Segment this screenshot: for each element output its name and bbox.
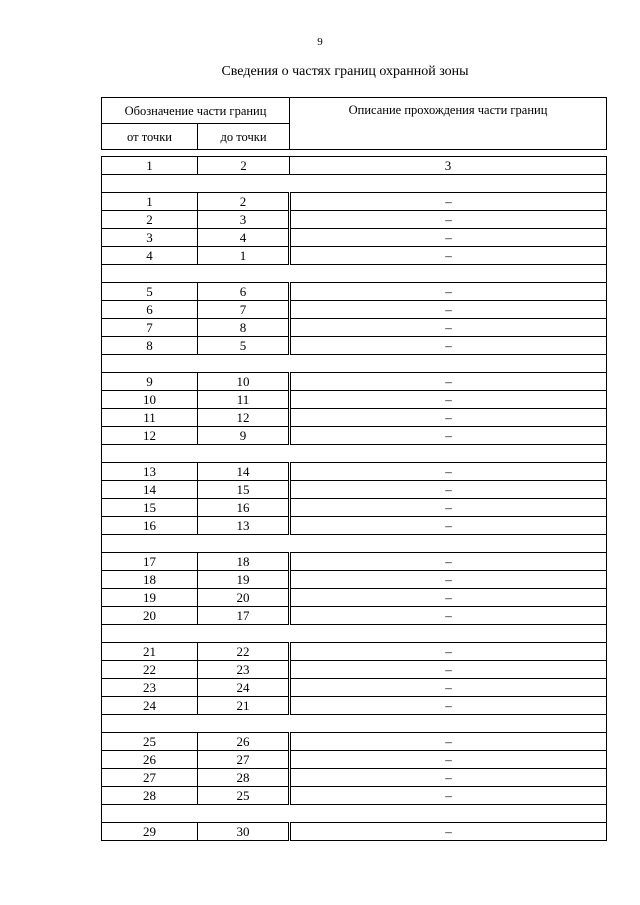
from-point-cell: 3 [102, 229, 198, 247]
column-numbers-row [102, 157, 607, 175]
boundary-table [101, 97, 607, 841]
from-point-cell: 8 [102, 337, 198, 355]
table-row [102, 337, 607, 355]
to-point-cell: 27 [198, 751, 290, 769]
from-point-cell: 1 [102, 193, 198, 211]
group-separator-row [102, 535, 607, 553]
to-point-cell: 5 [198, 337, 290, 355]
header-row-1 [102, 98, 607, 124]
description-cell: – [290, 391, 607, 409]
column-number-cell: 2 [198, 157, 290, 175]
description-cell: – [290, 571, 607, 589]
table-row [102, 571, 607, 589]
description-cell: – [290, 193, 607, 211]
header-to-point: до точки [198, 124, 290, 150]
group-separator-cell [102, 715, 607, 733]
table-row [102, 229, 607, 247]
to-point-cell: 12 [198, 409, 290, 427]
from-point-cell: 21 [102, 643, 198, 661]
table-row [102, 733, 607, 751]
description-cell: – [290, 247, 607, 265]
to-point-cell: 13 [198, 517, 290, 535]
group-separator-cell [102, 445, 607, 463]
from-point-cell: 12 [102, 427, 198, 445]
to-point-cell: 14 [198, 463, 290, 481]
table-row [102, 553, 607, 571]
group-separator-row [102, 175, 607, 193]
table-row [102, 409, 607, 427]
to-point-cell: 22 [198, 643, 290, 661]
to-point-cell: 28 [198, 769, 290, 787]
to-point-cell: 19 [198, 571, 290, 589]
group-separator-cell [102, 355, 607, 373]
table-row [102, 301, 607, 319]
to-point-cell: 21 [198, 697, 290, 715]
table-row [102, 463, 607, 481]
from-point-cell: 15 [102, 499, 198, 517]
table-row [102, 373, 607, 391]
from-point-cell: 9 [102, 373, 198, 391]
to-point-cell: 7 [198, 301, 290, 319]
group-separator-cell [102, 175, 607, 193]
to-point-cell: 23 [198, 661, 290, 679]
header-designation: Обозначение части границ [102, 98, 290, 124]
description-cell: – [290, 409, 607, 427]
group-separator-row [102, 355, 607, 373]
from-point-cell: 11 [102, 409, 198, 427]
description-cell: – [290, 553, 607, 571]
to-point-cell: 10 [198, 373, 290, 391]
description-cell: – [290, 337, 607, 355]
description-cell: – [290, 211, 607, 229]
to-point-cell: 24 [198, 679, 290, 697]
description-cell: – [290, 697, 607, 715]
table-row [102, 661, 607, 679]
from-point-cell: 26 [102, 751, 198, 769]
group-separator-row [102, 805, 607, 823]
from-point-cell: 20 [102, 607, 198, 625]
table-row [102, 607, 607, 625]
description-cell: – [290, 481, 607, 499]
description-cell: – [290, 751, 607, 769]
from-point-cell: 18 [102, 571, 198, 589]
table-row [102, 697, 607, 715]
from-point-cell: 29 [102, 823, 198, 841]
from-point-cell: 4 [102, 247, 198, 265]
to-point-cell: 16 [198, 499, 290, 517]
from-point-cell: 24 [102, 697, 198, 715]
group-separator-row [102, 445, 607, 463]
to-point-cell: 6 [198, 283, 290, 301]
table-row [102, 643, 607, 661]
header-from-point: от точки [102, 124, 198, 150]
table-row [102, 193, 607, 211]
from-point-cell: 25 [102, 733, 198, 751]
table-row [102, 283, 607, 301]
group-separator-cell [102, 535, 607, 553]
to-point-cell: 1 [198, 247, 290, 265]
group-separator-row [102, 715, 607, 733]
description-cell: – [290, 499, 607, 517]
table-row [102, 427, 607, 445]
from-point-cell: 27 [102, 769, 198, 787]
from-point-cell: 13 [102, 463, 198, 481]
to-point-cell: 25 [198, 787, 290, 805]
description-cell: – [290, 229, 607, 247]
description-cell: – [290, 589, 607, 607]
table-row [102, 481, 607, 499]
description-cell: – [290, 643, 607, 661]
description-cell: – [290, 283, 607, 301]
column-number-cell: 3 [290, 157, 607, 175]
description-cell: – [290, 517, 607, 535]
to-point-cell: 4 [198, 229, 290, 247]
from-point-cell: 17 [102, 553, 198, 571]
description-cell: – [290, 607, 607, 625]
group-separator-cell [102, 625, 607, 643]
group-separator-cell [102, 265, 607, 283]
description-cell: – [290, 373, 607, 391]
table-row [102, 787, 607, 805]
to-point-cell: 30 [198, 823, 290, 841]
description-cell: – [290, 427, 607, 445]
description-cell: – [290, 661, 607, 679]
from-point-cell: 5 [102, 283, 198, 301]
from-point-cell: 22 [102, 661, 198, 679]
description-cell: – [290, 769, 607, 787]
to-point-cell: 17 [198, 607, 290, 625]
group-separator-row [102, 625, 607, 643]
document-title: Сведения о частях границ охранной зоны [221, 64, 469, 79]
group-separator-row [102, 265, 607, 283]
to-point-cell: 3 [198, 211, 290, 229]
from-point-cell: 23 [102, 679, 198, 697]
header-description: Описание прохождения части границ [290, 98, 607, 150]
description-cell: – [290, 463, 607, 481]
header-gap-row [102, 150, 607, 157]
table-row [102, 769, 607, 787]
from-point-cell: 19 [102, 589, 198, 607]
description-cell: – [290, 679, 607, 697]
table-row [102, 499, 607, 517]
table-row [102, 589, 607, 607]
from-point-cell: 10 [102, 391, 198, 409]
table-row [102, 391, 607, 409]
to-point-cell: 9 [198, 427, 290, 445]
to-point-cell: 26 [198, 733, 290, 751]
table-row [102, 751, 607, 769]
table-row [102, 517, 607, 535]
description-cell: – [290, 733, 607, 751]
from-point-cell: 7 [102, 319, 198, 337]
table-row [102, 211, 607, 229]
description-cell: – [290, 319, 607, 337]
table-row [102, 247, 607, 265]
from-point-cell: 14 [102, 481, 198, 499]
table-row [102, 823, 607, 841]
description-cell: – [290, 301, 607, 319]
from-point-cell: 2 [102, 211, 198, 229]
to-point-cell: 18 [198, 553, 290, 571]
from-point-cell: 28 [102, 787, 198, 805]
page-number: 9 [317, 36, 323, 48]
to-point-cell: 11 [198, 391, 290, 409]
to-point-cell: 20 [198, 589, 290, 607]
table-row [102, 319, 607, 337]
to-point-cell: 15 [198, 481, 290, 499]
description-cell: – [290, 787, 607, 805]
to-point-cell: 2 [198, 193, 290, 211]
to-point-cell: 8 [198, 319, 290, 337]
table-row [102, 679, 607, 697]
from-point-cell: 6 [102, 301, 198, 319]
description-cell: – [290, 823, 607, 841]
column-number-cell: 1 [102, 157, 198, 175]
group-separator-cell [102, 805, 607, 823]
from-point-cell: 16 [102, 517, 198, 535]
